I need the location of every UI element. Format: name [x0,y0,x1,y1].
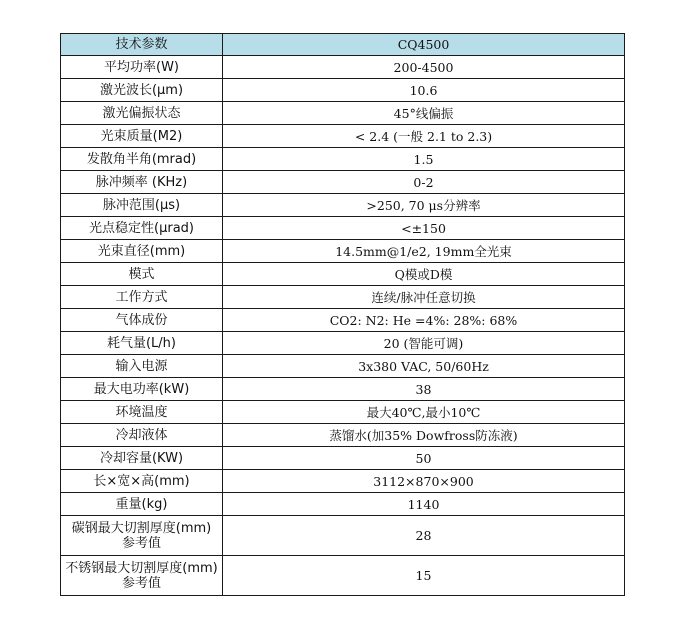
table-row [61,447,625,470]
value-cell: < 2.4 (一般 2.1 to 2.3) [223,125,625,148]
table-row [61,332,625,355]
table-row [61,102,625,125]
table-row [61,355,625,378]
param-cell: 耗气量(L/h) [61,332,223,355]
value-cell: 1.5 [223,148,625,171]
value-cell: 1140 [223,493,625,516]
table-row [61,470,625,493]
param-cell: 冷却容量(KW) [61,447,223,470]
header-param-cell: 技术参数 [61,34,223,56]
table-row [61,516,625,556]
value-cell: 200-4500 [223,56,625,79]
value-cell: 38 [223,378,625,401]
param-cell: 发散角半角(mrad) [61,148,223,171]
table-row [61,263,625,286]
value-cell: 最大40℃,最小10℃ [223,401,625,424]
value-cell: 3x380 VAC, 50/60Hz [223,355,625,378]
param-cell: 输入电源 [61,355,223,378]
value-cell: 10.6 [223,79,625,102]
param-cell: 冷却液体 [61,424,223,447]
table-row [61,493,625,516]
param-cell: 工作方式 [61,286,223,309]
value-cell: 连续/脉冲任意切换 [223,286,625,309]
value-cell: 15 [223,556,625,596]
param-cell: 最大电功率(kW) [61,378,223,401]
table-row [61,556,625,596]
param-cell: 光束直径(mm) [61,240,223,263]
value-cell: 45°线偏振 [223,102,625,125]
param-cell: 脉冲范围(μs) [61,194,223,217]
table-row [61,125,625,148]
param-cell: 碳钢最大切割厚度(mm) 参考值 [61,516,223,556]
param-cell: 重量(kg) [61,493,223,516]
value-cell: 20 (智能可调) [223,332,625,355]
param-cell: 模式 [61,263,223,286]
table-row [61,79,625,102]
value-cell: 3112×870×900 [223,470,625,493]
header-model-cell: CQ4500 [223,34,625,56]
param-cell: 气体成份 [61,309,223,332]
table-row [61,401,625,424]
value-cell: 28 [223,516,625,556]
table-row [61,378,625,401]
table-row [61,309,625,332]
spec-table [60,33,625,596]
param-cell: 激光偏振状态 [61,102,223,125]
table-row [61,194,625,217]
param-cell: 激光波长(μm) [61,79,223,102]
param-cell: 光束质量(M2) [61,125,223,148]
table-row [61,171,625,194]
value-cell: <±150 [223,217,625,240]
value-cell: Q模或D模 [223,263,625,286]
param-cell: 平均功率(W) [61,56,223,79]
param-cell: 长×宽×高(mm) [61,470,223,493]
table-row [61,217,625,240]
param-cell: 不锈钢最大切割厚度(mm) 参考值 [61,556,223,596]
value-cell: >250, 70 μs分辨率 [223,194,625,217]
value-cell: 蒸馏水(加35% Dowfross防冻液) [223,424,625,447]
value-cell: 14.5mm@1/e2, 19mm全光束 [223,240,625,263]
table-row [61,148,625,171]
table-header-row [61,34,625,56]
value-cell: 0-2 [223,171,625,194]
table-row [61,424,625,447]
table-row [61,240,625,263]
param-cell: 环境温度 [61,401,223,424]
param-cell: 脉冲频率 (KHz) [61,171,223,194]
table-row [61,286,625,309]
table-row [61,56,625,79]
value-cell: CO2: N2: He =4%: 28%: 68% [223,309,625,332]
value-cell: 50 [223,447,625,470]
param-cell: 光点稳定性(μrad) [61,217,223,240]
